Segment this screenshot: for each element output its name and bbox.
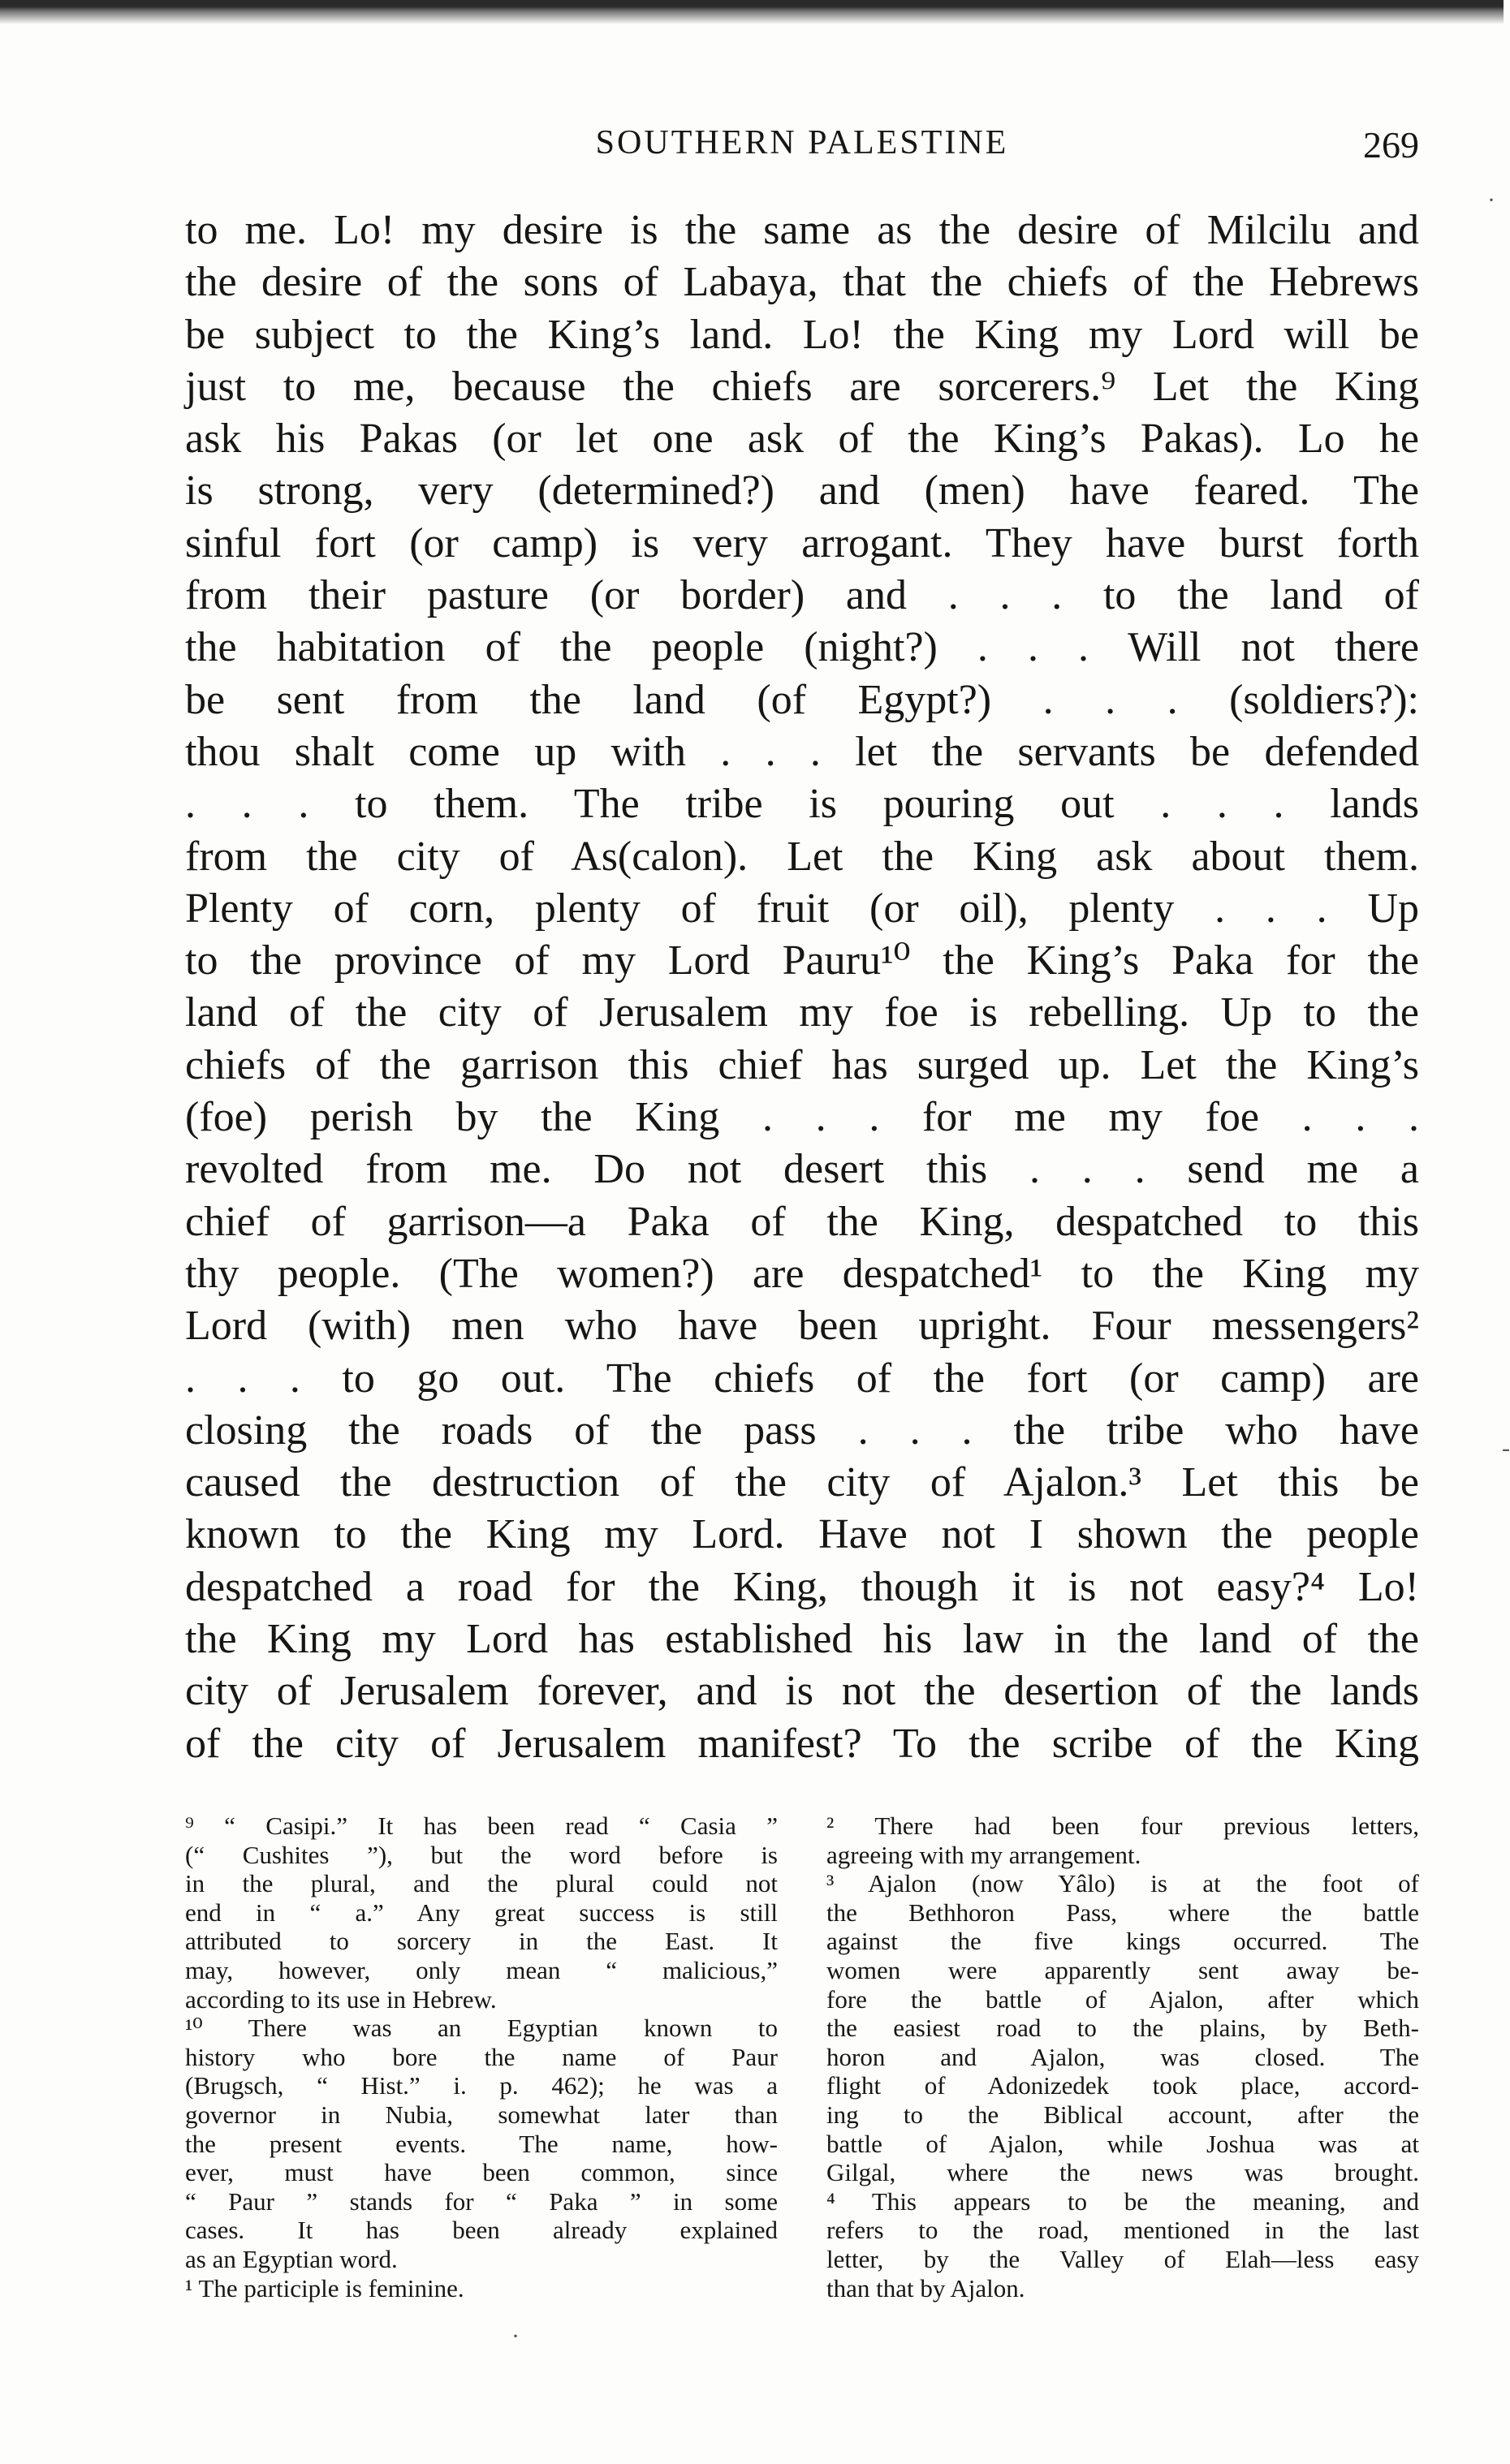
- footnotes-right-column: [826, 1811, 1419, 2302]
- text-line: land of the city of Jerusalem my foe is rebelling. Up to the: [185, 989, 1419, 1036]
- footnote-line: (Brugsch, “ Hist.” i. p. 462); he was a: [185, 2071, 778, 2100]
- text-line: . . . to go out. The chiefs of the fort (or camp) are: [185, 1355, 1419, 1402]
- text-line: ask his Pakas (or let one ask of the King’s Pakas). Lo he: [185, 416, 1419, 463]
- running-title: SOUTHERN PALESTINE: [595, 124, 1009, 162]
- text-line: despatched a road for the King, though it is not easy?⁴ Lo!: [185, 1563, 1419, 1610]
- text-line: to me. Lo! my desire is the same as the desire of Milcilu and: [185, 207, 1419, 253]
- scan-speck: ·: [511, 2323, 520, 2350]
- footnote-line: ³ Ajalon (now Yâlo) is at the foot of: [826, 1869, 1419, 1898]
- text-line: is strong, very (determined?) and (men) have feared. The: [185, 467, 1419, 515]
- footnote-line: ¹ The participle is feminine.: [185, 2273, 464, 2302]
- footnote-line: ² There had been four previous letters,: [826, 1811, 1419, 1840]
- footnote-line: history who bore the name of Paur: [185, 2042, 778, 2071]
- footnote-line: than that by Ajalon.: [826, 2273, 1025, 2302]
- scan-speck: -: [1502, 1435, 1510, 1462]
- footnote-line: “ Paur ” stands for “ Paka ” in some: [185, 2186, 778, 2216]
- footnote-line: fore the battle of Ajalon, after which: [826, 1984, 1419, 2014]
- footnote-line: letter, by the Valley of Elah—less easy: [826, 2244, 1419, 2273]
- footnote-line: horon and Ajalon, was closed. The: [826, 2042, 1419, 2071]
- text-line: sinful fort (or camp) is very arrogant. They have burst forth: [185, 519, 1419, 566]
- text-line: (foe) perish by the King . . . for me my foe . . .: [185, 1094, 1419, 1141]
- text-line: thou shalt come up with . . . let the servants be defended: [185, 728, 1419, 775]
- footnote-line: governor in Nubia, somewhat later than: [185, 2100, 778, 2129]
- footnote-line: according to its use in Hebrew.: [185, 1984, 497, 2014]
- text-line: caused the destruction of the city of Ajalon.³ Let this be: [185, 1459, 1419, 1506]
- text-line: thy people. (The women?) are despatched¹ to the King my: [185, 1250, 1419, 1297]
- footnote-line: ⁹ “ Casipi.” It has been read “ Casia ”: [185, 1811, 778, 1840]
- page-header: [185, 120, 1419, 169]
- text-line: chief of garrison—a Paka of the King, despatched to this: [185, 1198, 1419, 1245]
- text-line: to the province of my Lord Pauru¹⁰ the King’s Paka for the: [185, 937, 1419, 984]
- footnote-line: as an Egyptian word.: [185, 2244, 398, 2273]
- footnote-line: attributed to sorcery in the East. It: [185, 1927, 778, 1956]
- footnote-line: end in “ a.” Any great success is still: [185, 1898, 778, 1927]
- footnote-line: the easiest road to the plains, by Beth-: [826, 2014, 1419, 2043]
- text-line: of the city of Jerusalem manifest? To the scribe of the King: [185, 1720, 1419, 1767]
- footnotes-left-column: [185, 1811, 778, 2302]
- footnote-line: in the plural, and the plural could not: [185, 1869, 778, 1898]
- text-line: the habitation of the people (night?) . . . Will not there: [185, 624, 1419, 671]
- text-line: be subject to the King’s land. Lo! the King my Lord will be: [185, 311, 1419, 358]
- text-line: from the city of As(calon). Let the King ask about them.: [185, 833, 1419, 880]
- text-line: city of Jerusalem forever, and is not the desertion of the lands: [185, 1668, 1419, 1715]
- text-line: from their pasture (or border) and . . . to the land of: [185, 572, 1419, 619]
- footnote-line: Gilgal, where the news was brought.: [826, 2158, 1419, 2187]
- footnote-line: flight of Adonizedek took place, accord-: [826, 2071, 1419, 2100]
- footnote-line: refers to the road, mentioned in the last: [826, 2216, 1419, 2245]
- footnote-line: against the five kings occurred. The: [826, 1927, 1419, 1956]
- footnote-line: women were apparently sent away be-: [826, 1955, 1419, 1984]
- footnote-line: ever, must have been common, since: [185, 2158, 778, 2187]
- text-line: closing the roads of the pass . . . the tribe who have: [185, 1406, 1419, 1454]
- text-line: be sent from the land (of Egypt?) . . . (soldiers?):: [185, 676, 1419, 723]
- text-line: . . . to them. The tribe is pouring out . . . lands: [185, 781, 1419, 828]
- footnotes: [185, 1811, 1419, 2302]
- footnote-line: cases. It has been already explained: [185, 2216, 778, 2245]
- page-number: 269: [1363, 124, 1419, 166]
- footnote-line: ing to the Biblical account, after the: [826, 2100, 1419, 2129]
- text-line: revolted from me. Do not desert this . . . send me a: [185, 1146, 1419, 1193]
- footnote-line: ⁴ This appears to be the meaning, and: [826, 2186, 1419, 2216]
- footnote-line: the present events. The name, how-: [185, 2129, 778, 2158]
- text-line: just to me, because the chiefs are sorcerers.⁹ Let the King: [185, 363, 1419, 410]
- text-line: Plenty of corn, plenty of fruit (or oil), plenty . . . Up: [185, 885, 1419, 932]
- footnote-line: ¹⁰ There was an Egyptian known to: [185, 2014, 778, 2043]
- scan-speck: ·: [1487, 187, 1495, 213]
- body-text: [185, 205, 1419, 1770]
- footnote-line: agreeing with my arrangement.: [826, 1840, 1141, 1869]
- scan-top-edge: [0, 0, 1504, 24]
- footnote-line: may, however, only mean “ malicious,”: [185, 1955, 778, 1984]
- text-line: the King my Lord has established his law in the land of the: [185, 1616, 1419, 1663]
- footnote-line: battle of Ajalon, while Joshua was at: [826, 2129, 1419, 2158]
- text-line: known to the King my Lord. Have not I shown the people: [185, 1511, 1419, 1558]
- text-line: Lord (with) men who have been upright. Four messengers²: [185, 1303, 1419, 1350]
- footnote-line: (“ Cushites ”), but the word before is: [185, 1840, 778, 1869]
- text-line: chiefs of the garrison this chief has surged up. Let the King’s: [185, 1041, 1419, 1088]
- text-line: the desire of the sons of Labaya, that the chiefs of the Hebrews: [185, 259, 1419, 306]
- footnote-line: the Bethhoron Pass, where the battle: [826, 1898, 1419, 1927]
